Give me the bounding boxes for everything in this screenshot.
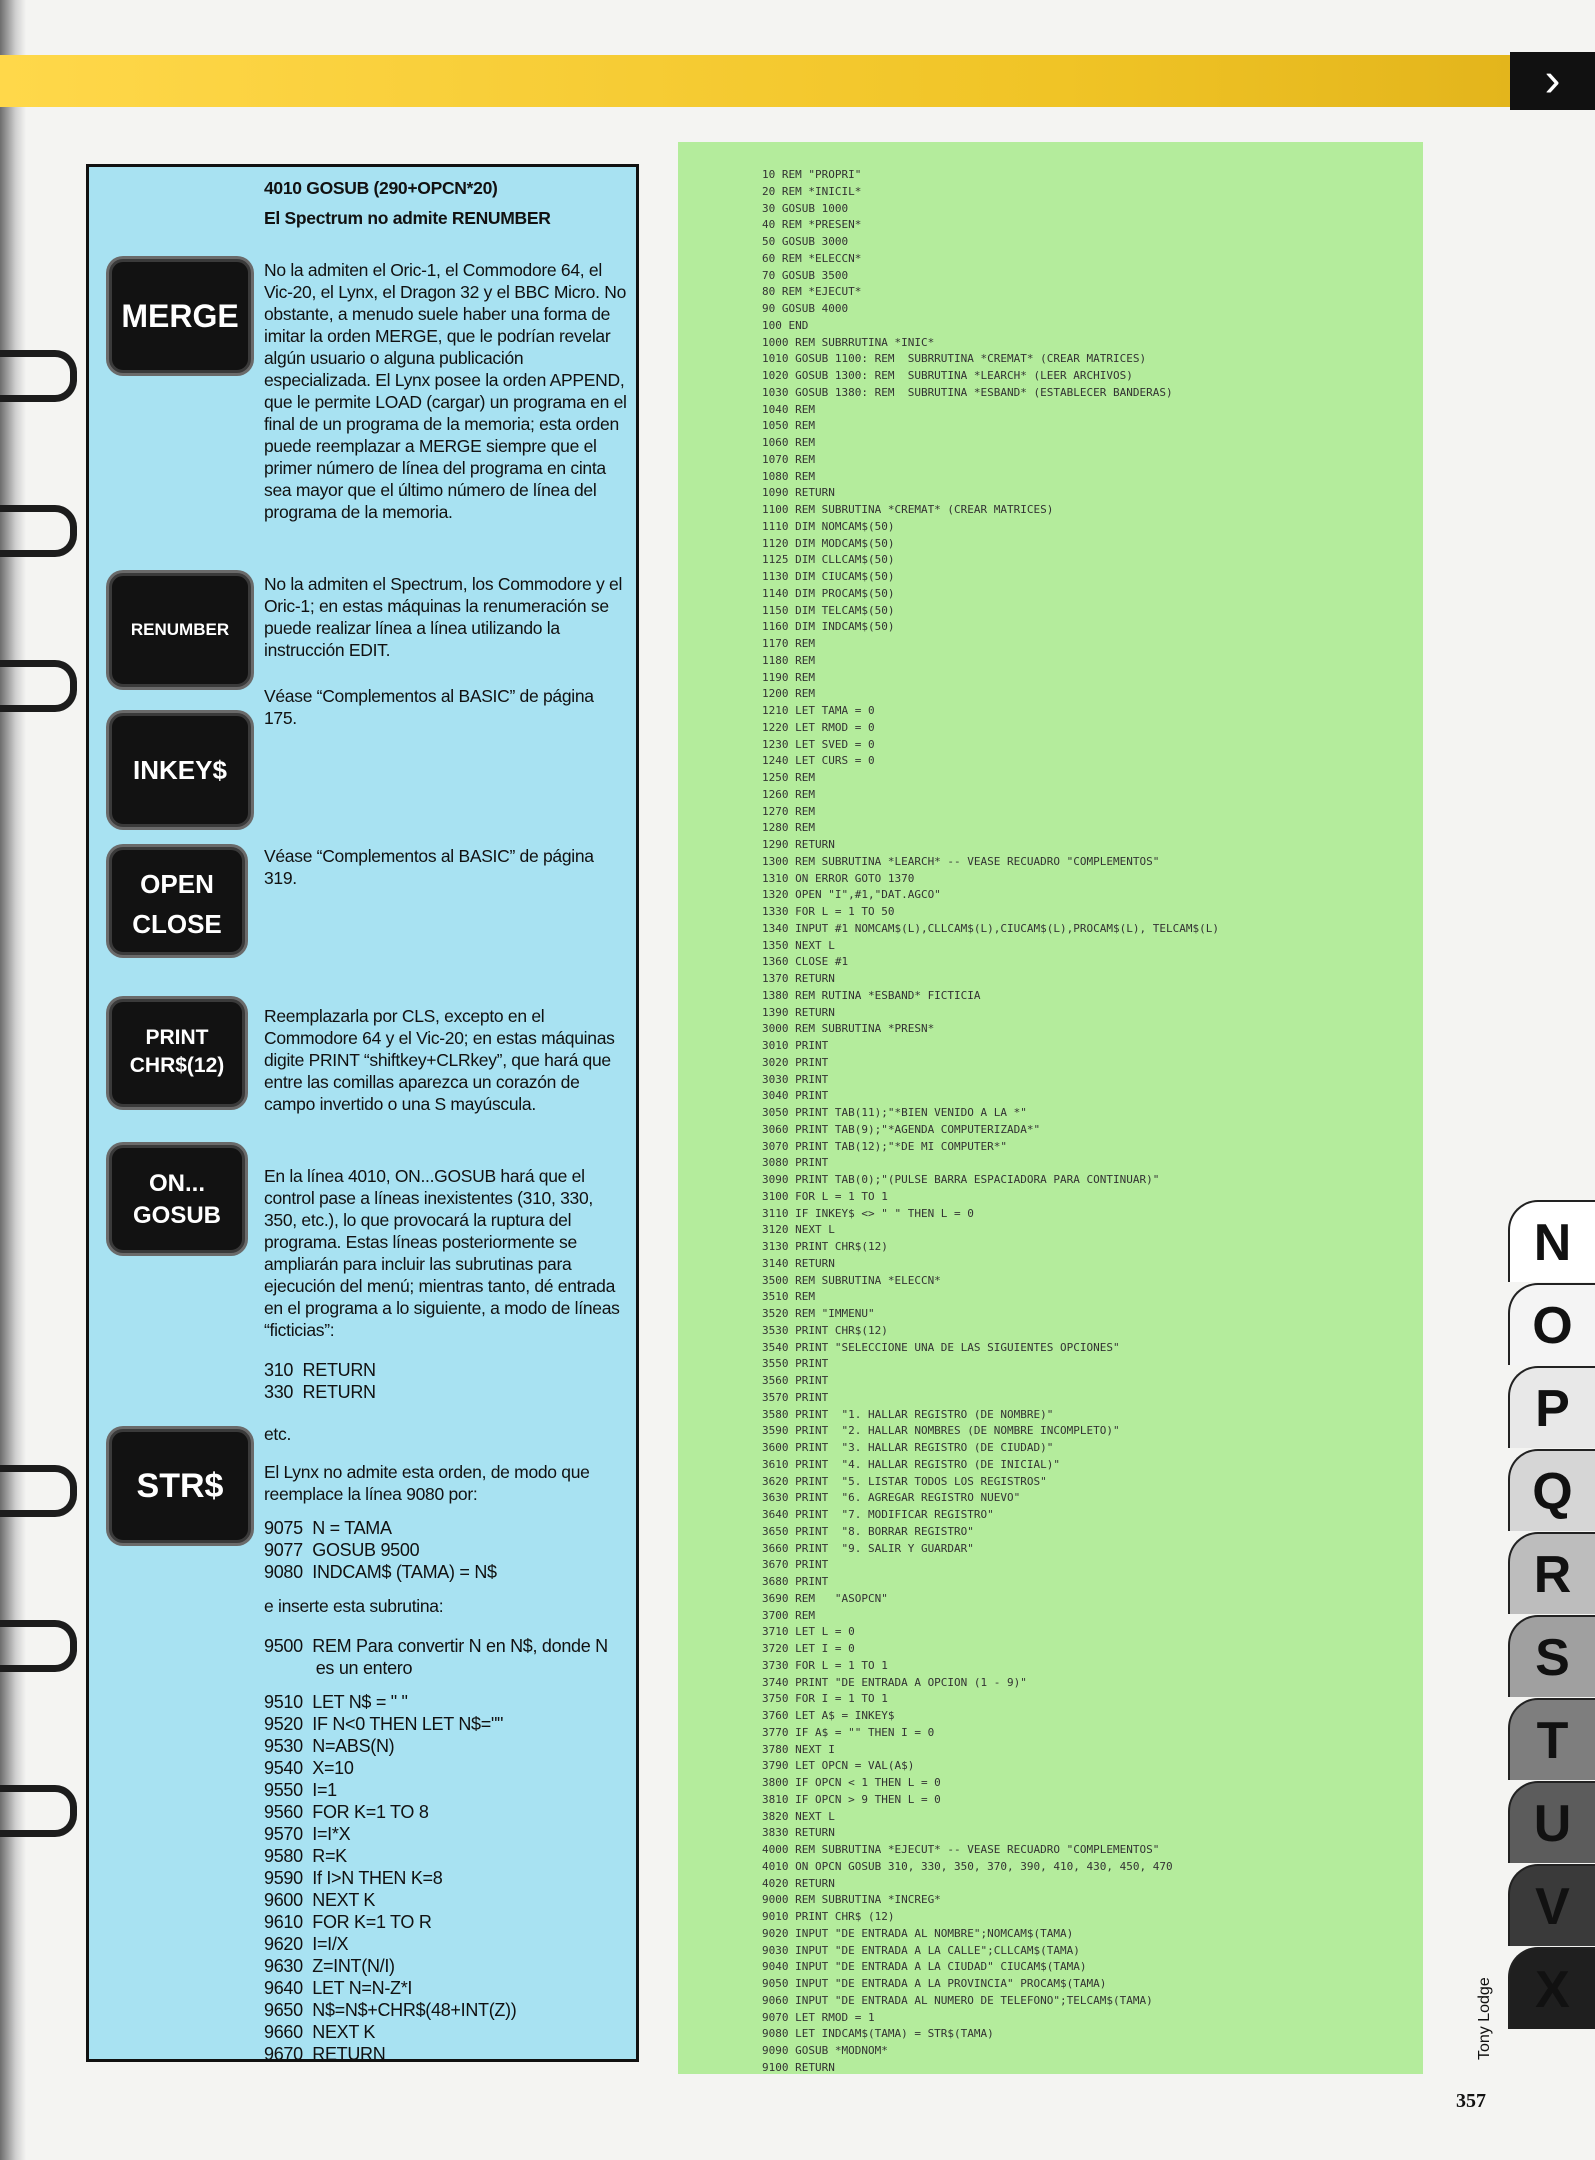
merge-key-label: MERGE <box>121 298 239 334</box>
merge-key <box>109 259 251 373</box>
etc-text: etc. <box>264 1424 292 1444</box>
on-key-label: ON... <box>148 1170 205 1197</box>
index-tab-p[interactable]: P <box>1508 1366 1595 1448</box>
program-listing-panel <box>678 142 1423 2074</box>
header-code: 4010 GOSUB (290+OPCN*20) <box>264 178 498 198</box>
page-number: 357 <box>1456 2090 1486 2112</box>
str-subroutine-code: 9510 LET N$ = " " 9520 IF N<0 THEN LET N$="" 9530 N=ABS(N) 9540 X=10 9550 I=1 9560 FOR K=1 TO 8 9570 I=I*X 9580 R=K 9590 If I>N THEN K=8 9600 NEXT K 9610 FOR K=1 TO R 9620 I=I/X 9630 Z=INT(N/I) 9640 LET N=N-Z*I 9650 N$=N$+CHR$(48+INT(Z)) 9660 NEXT K 9670 RETURN <box>264 1692 517 2064</box>
index-tab-q[interactable]: Q <box>1508 1449 1595 1531</box>
open-close-description: Véase “Complementos al BASIC” de página 319. <box>264 846 594 888</box>
header-color-bar <box>0 55 1510 107</box>
next-page-arrow-icon[interactable]: › <box>1510 52 1595 110</box>
index-tab-s[interactable]: S <box>1508 1615 1595 1697</box>
merge-description: No la admiten el Oric-1, el Commodore 64, el Vic-20, el Lynx, el Dragon 32 y el BBC Micro. No obstante, a menudo suele haber una forma de imitar la orden MERGE, que le podrían revelar algún usuario o alguna publicación especializada. El Lynx posee la orden APPEND, que le permite LOAD (cargar) un programa en el final de un programa de la memoria; esta orden puede reemplazar a MERGE siempre que el primer número de línea del programa en cinta sea mayor que el último número de línea del programa de la memoria. <box>264 260 627 522</box>
str-replacement-code: 9075 N = TAMA 9077 GOSUB 9500 9080 INDCAM$ (TAMA) = N$ <box>264 1518 497 1582</box>
binder-ring <box>0 505 77 557</box>
print-key-label: PRINT <box>145 1026 209 1049</box>
index-tab-o[interactable]: O <box>1508 1283 1595 1365</box>
gosub-key-label: GOSUB <box>132 1202 221 1229</box>
inkey-description: Véase “Complementos al BASIC” de página 175. <box>264 686 594 728</box>
index-tab-t[interactable]: T <box>1508 1698 1595 1780</box>
index-tab-u[interactable]: U <box>1508 1781 1595 1863</box>
compatibility-panel <box>86 164 639 2062</box>
binder-ring <box>0 350 77 402</box>
inkey-key-label: INKEY$ <box>133 755 227 785</box>
open-key-label: OPEN <box>140 869 214 899</box>
index-tab-x[interactable]: X <box>1508 1947 1595 2029</box>
renumber-key-label: RENUMBER <box>130 620 230 639</box>
index-tab-r[interactable]: R <box>1508 1532 1595 1614</box>
str-rem-line: 9500 REM Para convertir N en N$, donde N es un entero <box>264 1636 608 1678</box>
renumber-key <box>109 573 251 687</box>
open-close-key <box>109 847 245 955</box>
basic-program-listing: 10 REM "PROPRI" 20 REM *INICIL* 30 GOSUB 1000 40 REM *PRESEN* 50 GOSUB 3000 60 REM *ELECCN* 70 GOSUB 3500 80 REM *EJECUT* 90 GOSUB 4000 100 END 1000 REM SUBRRUTINA *INIC* 1010 GOSUB 1100: REM SUBRRUTINA *CREMAT* (CREAR MATRICES) 1020 GOSUB 1300: REM SUBRUTINA *LEARCH* (LEER ARCHIVOS) 1030 GOSUB 1380: REM SUBRUTINA *ESBAND* (ESTABLECER BANDERAS) 1040 REM 1050 REM 1060 REM 1070 REM 1080 REM 1090 RETURN 1100 REM SUBRUTINA *CREMAT* (CREAR MATRICES) 1110 DIM NOMCAM$(50) 1120 DIM MODCAM$(50) 1125 DIM CLLCAM$(50) 1130 DIM CIUCAM$(50) 1140 DIM PROCAM$(50) 1150 DIM TELCAM$(50) 1160 DIM INDCAM$(50) 1170 REM 1180 REM 1190 REM 1200 REM 1210 LET TAMA = 0 1220 LET RMOD = 0 1230 LET SVED = 0 1240 LET CURS = 0 1250 REM 1260 REM 1270 REM 1280 REM 1290 RETURN 1300 REM SUBRUTINA *LEARCH* -- VEASE RECUADRO "COMPLEMENTOS" 1310 ON ERROR GOTO 1370 1320 OPEN "I",#1,"DAT.AGCO" 1330 FOR L = 1 TO 50 1340 INPUT #1 NOMCAM$(L),CLLCAM$(L),CIUCAM$(L),PROCAM$(L), TELCAM$(L) 1350 NEXT L 1360 CLOSE #1 1370 RETURN 1380 REM RUTINA *ESBAND* FICTICIA 1390 RETURN 3000 REM SUBRUTINA *PRESN* 3010 PRINT 3020 PRINT 3030 PRINT 3040 PRINT 3050 PRINT TAB(11);"*BIEN VENIDO A LA *" 3060 PRINT TAB(9);"*AGENDA COMPUTERIZADA*" 3070 PRINT TAB(12);"*DE MI COMPUTER*" 3080 PRINT 3090 PRINT TAB(0);"(PULSE BARRA ESPACIADORA PARA CONTINUAR)" 3100 FOR L = 1 TO 1 3110 IF INKEY$ <> " " THEN L = 0 3120 NEXT L 3130 PRINT CHR$(12) 3140 RETURN 3500 REM SUBRUTINA *ELECCN* 3510 REM 3520 REM "IMMENU" 3530 PRINT CHR$(12) 3540 PRINT "SELECCIONE UNA DE LAS SIGUIENTES OPCIONES" 3550 PRINT 3560 PRINT 3570 PRINT 3580 PRINT "1. HALLAR REGISTRO (DE NOMBRE)" 3590 PRINT "2. HALLAR NOMBRES (DE NOMBRE INCOMPLETO)" 3600 PRINT "3. HALLAR REGISTRO (DE CIUDAD)" 3610 PRINT "4. HALLAR REGISTRO (DE INICIAL)" 3620 PRINT "5. LISTAR TODOS LOS REGISTROS" 3630 PRINT "6. AGREGAR REGISTRO NUEVO" 3640 PRINT "7. MODIFICAR REGISTRO" 3650 PRINT "8. BORRAR REGISTRO" 3660 PRINT "9. SALIR Y GUARDAR" 3670 PRINT 3680 PRINT 3690 REM "ASOPCN" 3700 REM 3710 LET L = 0 3720 LET I = 0 3730 FOR L = 1 TO 1 3740 PRINT "DE ENTRADA A OPCION (1 - 9)" 3750 FOR I = 1 TO 1 3760 LET A$ = INKEY$ 3770 IF A$ = "" THEN I = 0 3780 NEXT I 3790 LET OPCN = VAL(A$) 3800 IF OPCN < 1 THEN L = 0 3810 IF OPCN > 9 THEN L = 0 3820 NEXT L 3830 RETURN 4000 REM SUBRUTINA *EJECUT* -- VEASE RECUADRO "COMPLEMENTOS" 4010 ON OPCN GOSUB 310, 330, 350, 370, 390, 410, 430, 450, 470 4020 RETURN 9000 REM SUBRUTINA *INCREG* 9010 PRINT CHR$ (12) 9020 INPUT "DE ENTRADA AL NOMBRE";NOMCAM$(TAMA) 9030 INPUT "DE ENTRADA A LA CALLE";CLLCAM$(TAMA) 9040 INPUT "DE ENTRADA A LA CIUDAD" CIUCAM$(TAMA) 9050 INPUT "DE ENTRADA A LA PROVINCIA" PROCAM$(TAMA) 9060 INPUT "DE ENTRADA AL NUMERO DE TELEFONO";TELCAM$(TAMA) 9070 LET RMOD = 1 9080 LET INDCAM$(TAMA) = STR$(TAMA) 9090 GOSUB *MODNOM* 9100 RETURN <box>762 168 1219 2074</box>
index-tab-n[interactable]: N <box>1508 1200 1595 1282</box>
chr-key-label: CHR$(12) <box>129 1054 225 1077</box>
binder-ring <box>0 1465 77 1517</box>
print-chr-key <box>109 999 245 1107</box>
panel-header <box>264 177 629 229</box>
dummy-lines-code: 310 RETURN 330 RETURN <box>264 1360 376 1402</box>
print-chr-description: Reemplazarla por CLS, excepto en el Commodore 64 y el Vic-20; en estas máquinas digite PRINT “shiftkey+CLRkey”, que hará que entre las comillas aparezca un corazón de campo invertido o una S mayúscula. <box>264 1006 615 1114</box>
index-tab-v[interactable]: V <box>1508 1864 1595 1946</box>
binder-ring <box>0 1785 77 1837</box>
binder-ring <box>0 660 77 712</box>
inkey-key <box>109 713 251 827</box>
header-note: El Spectrum no admite RENUMBER <box>264 208 551 228</box>
binder-ring <box>0 1620 77 1672</box>
str-description: El Lynx no admite esta orden, de modo que reemplace la línea 9080 por: <box>264 1462 590 1504</box>
on-gosub-description: En la línea 4010, ON...GOSUB hará que el control pase a líneas inexistentes (310, 330, 350, etc.), lo que provocará la ruptura del programa. Estas líneas posteriormente se ampliarán para incluir las subrutinas para ejecución del menú; mientras tanto, dé entrada en el programa a lo siguiente, a modo de líneas “ficticias”: <box>264 1166 620 1340</box>
author-credit: Tony Lodge <box>1476 1977 1493 2060</box>
close-key-label: CLOSE <box>132 909 222 939</box>
on-gosub-key <box>109 1145 245 1253</box>
str-key-label: STR$ <box>136 1467 224 1505</box>
str-key <box>109 1429 251 1543</box>
renumber-description: No la admiten el Spectrum, los Commodore y el Oric-1; en estas máquinas la renumeración se puede realizar línea a línea utilizando la instrucción EDIT. <box>264 574 623 660</box>
str-insert-note: e inserte esta subrutina: <box>264 1596 444 1616</box>
